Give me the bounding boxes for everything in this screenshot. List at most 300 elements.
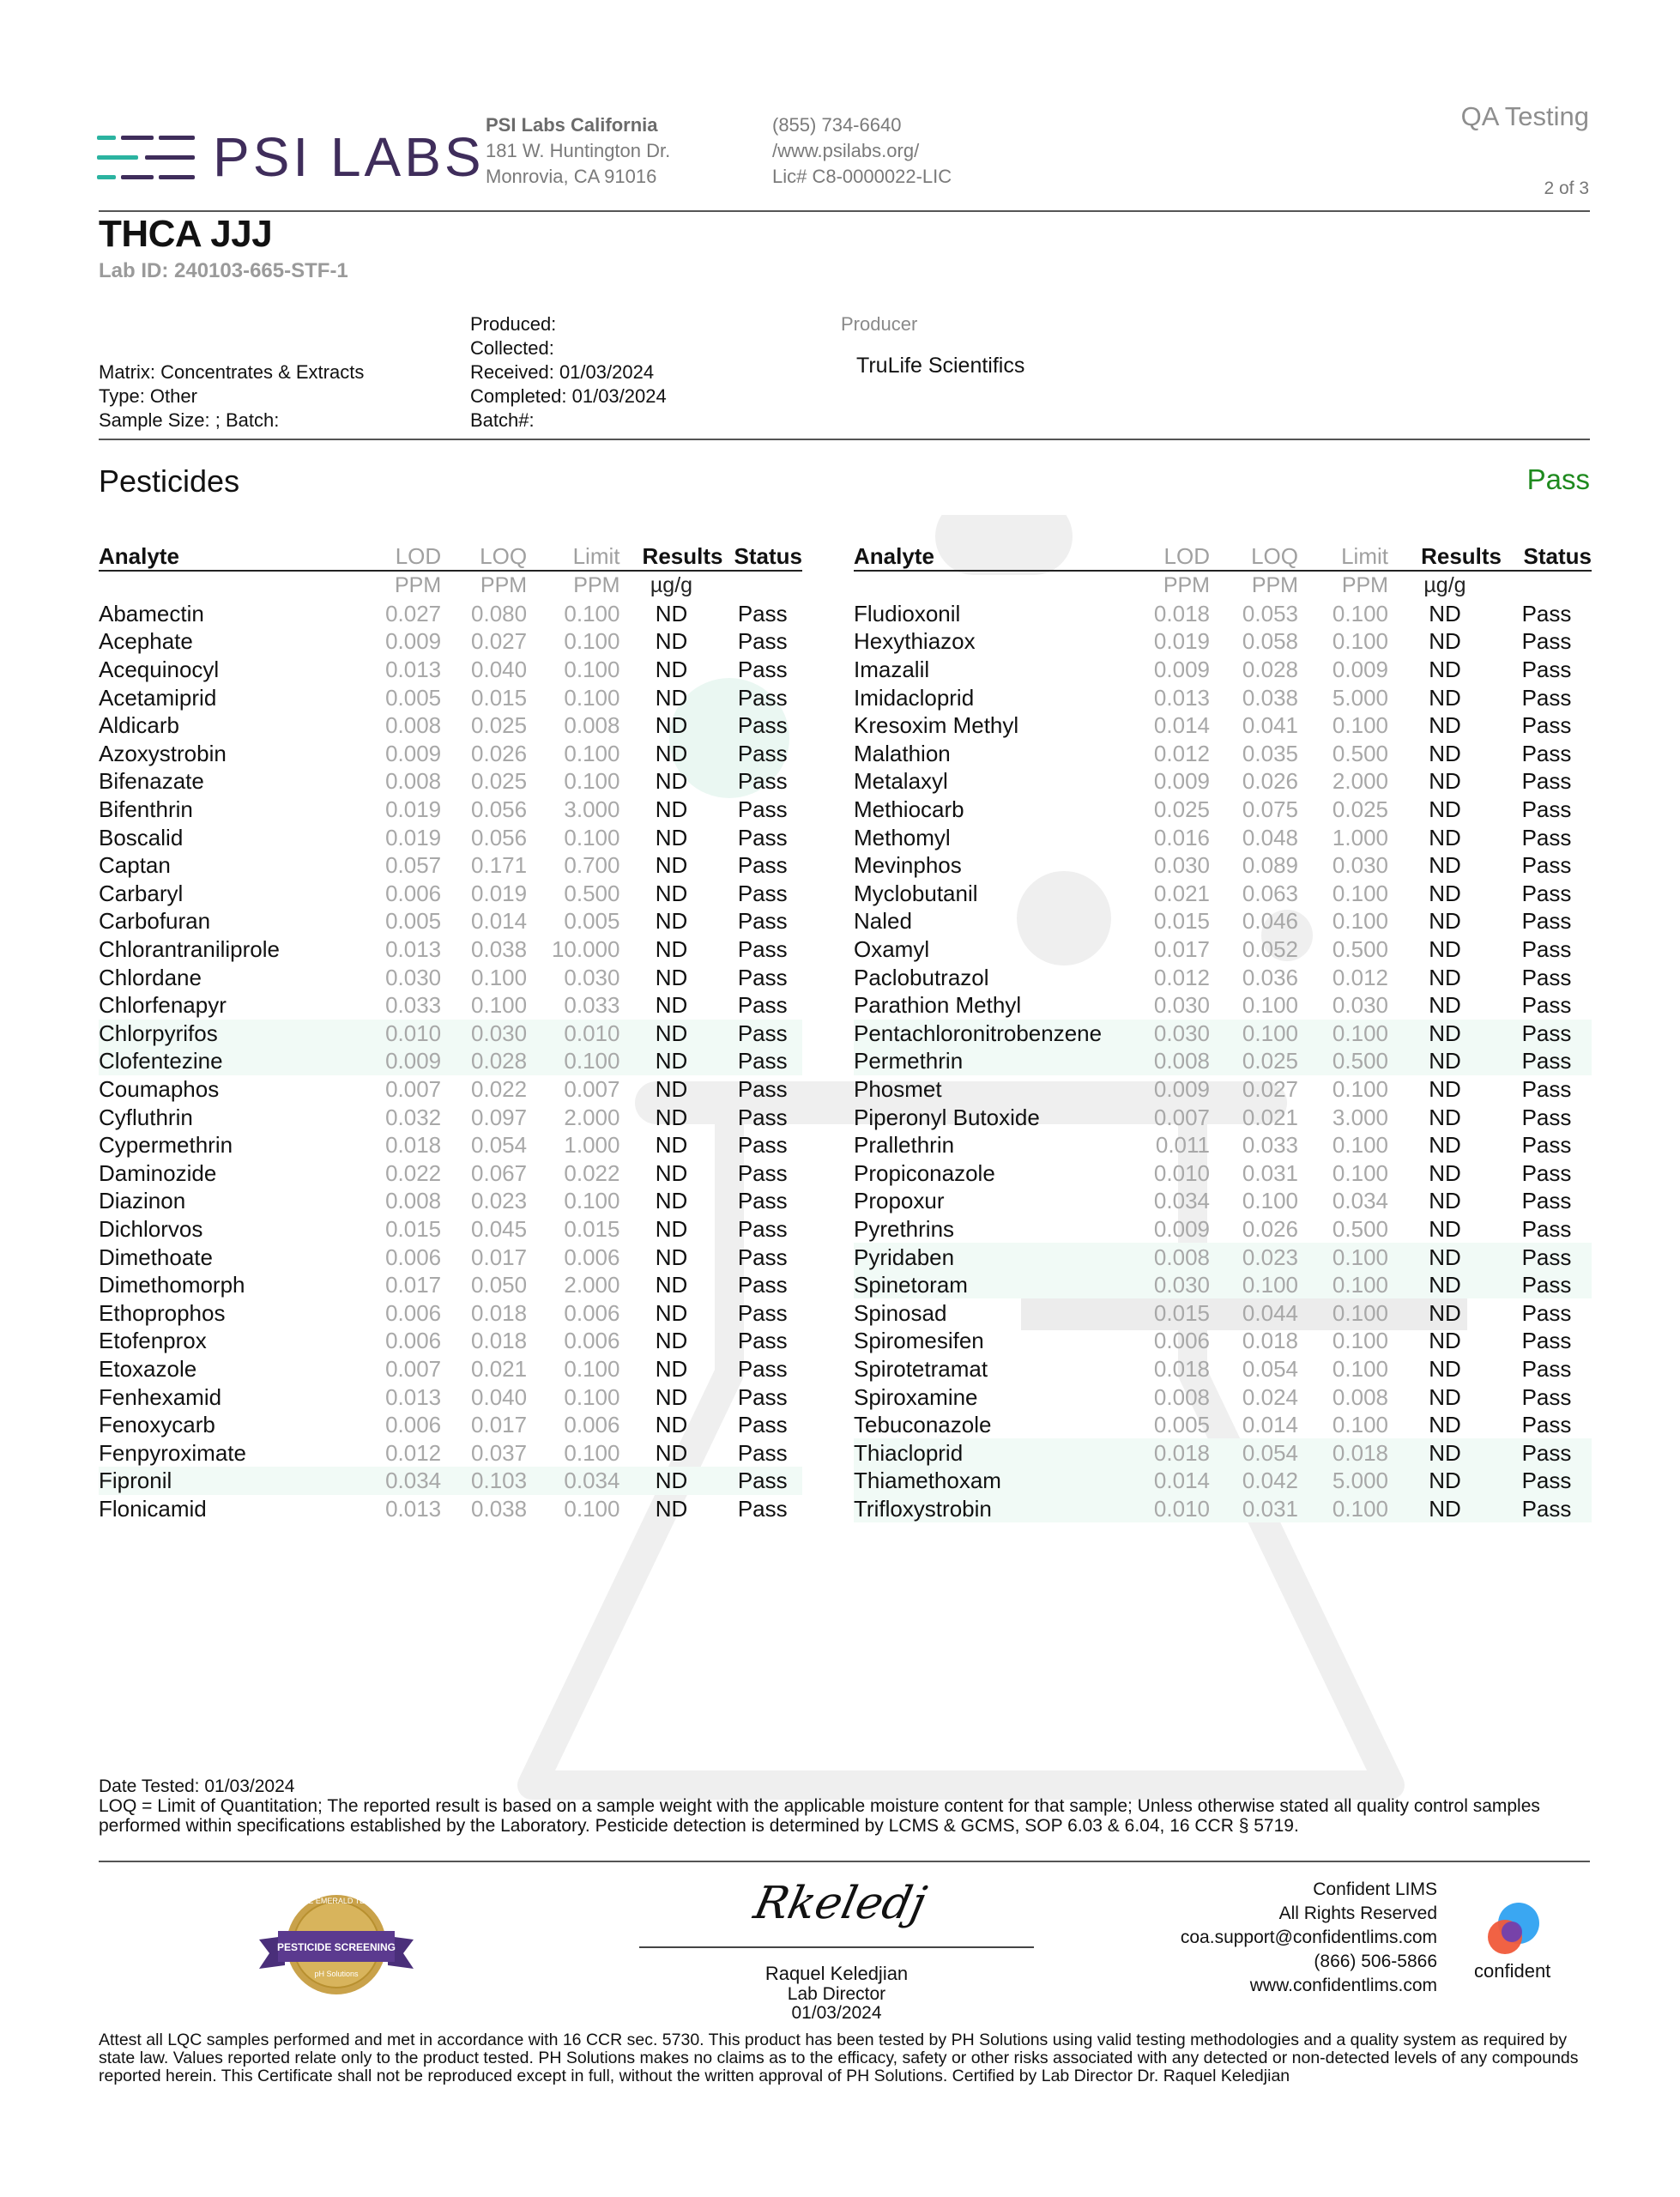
result-cell: ND [1429, 657, 1461, 683]
result-cell: ND [1429, 1132, 1461, 1159]
result-cell: ND [655, 1159, 688, 1186]
limit-cell: 0.100 [564, 1495, 620, 1522]
result-cell: ND [655, 657, 688, 683]
table-row [99, 1243, 802, 1271]
table-row [854, 823, 1592, 851]
badge-top-text: THE EMERALD TEST [298, 1897, 375, 1905]
pesticide-table-right [854, 542, 1592, 1522]
limit-cell: 0.100 [564, 740, 620, 766]
loq-cell: 0.089 [1242, 852, 1298, 879]
result-cell: ND [1429, 1075, 1461, 1102]
status-cell: Pass [1521, 992, 1572, 1019]
result-cell: ND [655, 1439, 688, 1466]
analyte-cell: Azoxystrobin [99, 740, 227, 766]
loq-cell: 0.035 [1242, 740, 1298, 766]
result-cell: ND [1388, 1271, 1502, 1299]
loq-cell: 0.037 [471, 1439, 528, 1466]
loq-cell: 0.017 [471, 1244, 528, 1270]
limit-cell: 0.009 [1332, 657, 1388, 683]
table-row [854, 627, 1592, 656]
result-cell: ND [655, 796, 688, 823]
status-cell: Pass [1521, 1104, 1572, 1130]
status-cell: Pass [1521, 1188, 1572, 1214]
lod-cell: 0.017 [385, 1272, 442, 1298]
lod-cell: 0.015 [385, 1215, 442, 1242]
result-cell: ND [1429, 1383, 1461, 1410]
analyte-cell: Bifenthrin [99, 796, 193, 823]
result-cell: ND [619, 1047, 722, 1075]
loq-cell: 0.036 [1242, 964, 1298, 990]
status-cell: Pass [737, 1244, 788, 1270]
collected-date: Collected: [470, 337, 554, 359]
table-row [854, 851, 1592, 880]
status-cell: Pass [1521, 852, 1572, 879]
lod-cell: 0.018 [1153, 600, 1210, 626]
loq-cell: 0.018 [1242, 1328, 1298, 1354]
loq-cell: 0.028 [441, 1047, 527, 1075]
limit-cell: 0.100 [1298, 1271, 1388, 1299]
lod-cell: 0.015 [1153, 1299, 1210, 1326]
limit-cell: 0.100 [1332, 1159, 1388, 1186]
table-row [99, 1298, 802, 1327]
lod-cell: 0.009 [1153, 1215, 1210, 1242]
limit-cell: 0.100 [1332, 600, 1388, 626]
emerald-test-badge-icon [251, 1886, 422, 1998]
limit-cell: 0.100 [1332, 880, 1388, 906]
table-row [99, 600, 802, 628]
limit-cell: 0.100 [1298, 1495, 1388, 1523]
status-cell: Pass [722, 1467, 802, 1495]
status-cell: Pass [737, 712, 788, 739]
table-row [854, 1495, 1592, 1523]
limit-cell: 0.100 [564, 600, 620, 626]
table-row [854, 1327, 1592, 1355]
result-cell: ND [655, 1244, 688, 1270]
result-cell: ND [1429, 712, 1461, 739]
status-cell: Pass [1521, 1328, 1572, 1354]
limit-cell: 3.000 [1332, 1104, 1388, 1130]
result-cell: ND [1429, 964, 1461, 990]
table-row [99, 1467, 802, 1495]
table-row [854, 1131, 1592, 1159]
loq-cell: 0.031 [1210, 1495, 1298, 1523]
result-cell: ND [655, 1075, 688, 1102]
analyte-cell: Clofentezine [99, 1047, 328, 1075]
lod-cell: 0.013 [385, 657, 442, 683]
loq-cell: 0.026 [471, 740, 528, 766]
status-cell: Pass [737, 1215, 788, 1242]
result-cell: ND [1429, 824, 1461, 850]
status-cell: Pass [1521, 908, 1572, 935]
limit-cell: 0.006 [564, 1328, 620, 1354]
lab-website[interactable]: /www.psilabs.org/ [772, 140, 920, 161]
lod-cell: 0.008 [1124, 1047, 1210, 1075]
analyte-cell: Trifloxystrobin [854, 1495, 1124, 1523]
loq-cell: 0.056 [471, 796, 528, 823]
status-cell: Pass [1521, 1075, 1572, 1102]
status-cell: Pass [737, 1412, 788, 1438]
col-results: Results [619, 542, 722, 571]
loq-cell: 0.100 [1210, 1020, 1298, 1048]
table-row [854, 880, 1592, 908]
status-cell: Pass [737, 1104, 788, 1130]
lims-rights: All Rights Reserved [1278, 1903, 1437, 1923]
limit-cell: 0.500 [1332, 1215, 1388, 1242]
lod-cell: 0.009 [1153, 1075, 1210, 1102]
table-row [99, 1047, 802, 1075]
result-cell: ND [655, 1328, 688, 1354]
lod-cell: 0.018 [1124, 1438, 1210, 1467]
analyte-cell: Methomyl [854, 824, 951, 850]
analyte-cell: Kresoxim Methyl [854, 712, 1019, 739]
result-cell: ND [619, 1467, 722, 1495]
lod-cell: 0.025 [1153, 796, 1210, 823]
lod-cell: 0.010 [1153, 1159, 1210, 1186]
result-cell: ND [655, 1188, 688, 1214]
loq-cell: 0.058 [1242, 628, 1298, 655]
result-cell: ND [1429, 1299, 1461, 1326]
batch-number: Batch#: [470, 409, 535, 431]
analyte-cell: Mevinphos [854, 852, 962, 879]
lod-cell: 0.007 [385, 1075, 442, 1102]
lod-cell: 0.030 [1153, 852, 1210, 879]
analyte-cell: Ethoprophos [99, 1299, 226, 1326]
status-cell: Pass [1521, 964, 1572, 990]
limit-cell: 0.100 [564, 657, 620, 683]
analyte-cell: Dimethoate [99, 1244, 213, 1270]
status-cell: Pass [737, 1132, 788, 1159]
loq-cell: 0.054 [1242, 1355, 1298, 1382]
limit-cell: 2.000 [564, 1104, 620, 1130]
table-row [854, 767, 1592, 796]
analyte-cell: Spiromesifen [854, 1328, 984, 1354]
analyte-cell: Tebuconazole [854, 1412, 992, 1438]
lod-cell: 0.030 [1124, 1271, 1210, 1299]
result-cell: ND [1429, 880, 1461, 906]
limit-cell: 0.018 [1298, 1438, 1388, 1467]
status-cell: Pass [737, 1439, 788, 1466]
limit-cell: 1.000 [1332, 824, 1388, 850]
loq-cell: 0.097 [471, 1104, 528, 1130]
producer-name: TruLife Scientifics [856, 354, 1025, 378]
table-row [854, 656, 1592, 684]
limit-cell: 0.100 [527, 1047, 619, 1075]
signer-title: Lab Director [787, 1984, 886, 2004]
loq-cell: 0.026 [1242, 1215, 1298, 1242]
table-row [854, 1075, 1592, 1104]
table-row [99, 1383, 802, 1411]
table-header-row [99, 542, 802, 571]
status-cell: Pass [1502, 1047, 1592, 1075]
analyte-cell: Imidacloprid [854, 684, 975, 711]
table-row [99, 1103, 802, 1131]
table-row [99, 907, 802, 935]
table-row [99, 963, 802, 991]
limit-cell: 0.100 [1332, 1075, 1388, 1102]
lod-cell: 0.014 [1153, 712, 1210, 739]
result-cell: ND [1429, 628, 1461, 655]
analyte-cell: Aldicarb [99, 712, 179, 739]
analyte-cell: Prallethrin [854, 1132, 955, 1159]
analyte-cell: Fenoxycarb [99, 1412, 215, 1438]
unit-limit: PPM [1341, 573, 1388, 598]
analyte-cell: Acetamiprid [99, 684, 217, 711]
limit-cell: 0.006 [564, 1412, 620, 1438]
table-row [99, 1495, 802, 1523]
table-row [99, 656, 802, 684]
table-row [854, 600, 1592, 628]
lod-cell: 0.013 [385, 1495, 442, 1522]
table-row [854, 1271, 1592, 1299]
status-cell: Pass [737, 936, 788, 963]
status-cell: Pass [737, 1299, 788, 1326]
loq-cell: 0.171 [471, 852, 528, 879]
status-cell: Pass [1502, 1271, 1592, 1299]
analyte-cell: Diazinon [99, 1188, 186, 1214]
status-cell: Pass [1521, 1132, 1572, 1159]
status-cell: Pass [737, 600, 788, 626]
lims-email[interactable]: coa.support@confidentlims.com [1180, 1928, 1437, 1947]
lod-cell: 0.010 [328, 1020, 441, 1048]
loq-cell: 0.054 [471, 1132, 528, 1159]
lod-cell: 0.009 [328, 1047, 441, 1075]
col-loq: LOQ [1210, 542, 1298, 571]
result-cell: ND [1388, 1243, 1502, 1271]
sample-info-block [99, 360, 364, 433]
result-cell: ND [655, 600, 688, 626]
limit-cell: 0.100 [564, 628, 620, 655]
limit-cell: 0.500 [1332, 936, 1388, 963]
analyte-cell: Cypermethrin [99, 1132, 233, 1159]
loq-cell: 0.100 [471, 964, 528, 990]
status-cell: Pass [737, 628, 788, 655]
table-row [854, 1438, 1592, 1467]
result-cell: ND [655, 964, 688, 990]
status-cell: Pass [737, 964, 788, 990]
loq-cell: 0.042 [1210, 1467, 1298, 1495]
status-cell: Pass [737, 684, 788, 711]
lod-cell: 0.009 [385, 740, 442, 766]
result-cell: ND [1388, 1495, 1502, 1523]
result-cell: ND [655, 1272, 688, 1298]
table-row [99, 1355, 802, 1383]
col-status: Status [1502, 542, 1592, 571]
analyte-cell: Chlorfenapyr [99, 992, 227, 1019]
analyte-cell: Propoxur [854, 1188, 945, 1214]
col-limit: Limit [527, 542, 619, 571]
limit-cell: 0.100 [1298, 1243, 1388, 1271]
result-cell: ND [655, 1495, 688, 1522]
lod-cell: 0.009 [385, 628, 442, 655]
completed-date: Completed: 01/03/2024 [470, 385, 667, 407]
loq-cell: 0.019 [471, 880, 528, 906]
limit-cell: 0.500 [1332, 740, 1388, 766]
brand-name [213, 126, 485, 188]
result-cell: ND [655, 1412, 688, 1438]
limit-cell: 0.100 [564, 1383, 620, 1410]
status-cell: Pass [737, 796, 788, 823]
lod-cell: 0.008 [1153, 1383, 1210, 1410]
result-cell: ND [1429, 1355, 1461, 1382]
status-cell: Pass [737, 852, 788, 879]
lod-cell: 0.030 [1153, 992, 1210, 1019]
analyte-cell: Phosmet [854, 1075, 942, 1102]
status-cell: Pass [737, 1495, 788, 1522]
table-row [99, 767, 802, 796]
loq-cell: 0.033 [1242, 1132, 1298, 1159]
limit-cell: 0.008 [1332, 1383, 1388, 1410]
limit-cell: 0.100 [1298, 1020, 1388, 1048]
sample-size: Sample Size: ; Batch: [99, 409, 280, 431]
lod-cell: 0.007 [1153, 1104, 1210, 1130]
status-cell: Pass [1521, 657, 1572, 683]
status-cell: Pass [1521, 768, 1572, 795]
status-cell: Pass [1502, 1495, 1592, 1523]
analyte-cell: Thiacloprid [854, 1438, 1124, 1467]
limit-cell: 0.015 [564, 1215, 620, 1242]
limit-cell: 0.100 [1332, 628, 1388, 655]
confident-logo-word: confident [1474, 1960, 1551, 1982]
limit-cell: 10.000 [551, 936, 620, 963]
analyte-cell: Dichlorvos [99, 1215, 203, 1242]
table-row [99, 683, 802, 711]
lod-cell: 0.016 [1153, 824, 1210, 850]
loq-cell: 0.038 [471, 936, 528, 963]
analyte-cell: Chlorantraniliprole [99, 936, 280, 963]
col-limit: Limit [1298, 542, 1388, 571]
analyte-cell: Etoxazole [99, 1355, 197, 1382]
analyte-cell: Methiocarb [854, 796, 964, 823]
status-cell: Pass [1521, 1299, 1572, 1326]
col-lod: LOD [328, 542, 441, 571]
lims-website[interactable]: www.confidentlims.com [1249, 1976, 1437, 1995]
limit-cell: 0.100 [1332, 1355, 1388, 1382]
limit-cell: 0.100 [1332, 712, 1388, 739]
analyte-cell: Spinosad [854, 1299, 947, 1326]
limit-cell: 0.006 [564, 1244, 620, 1270]
limit-cell: 0.008 [564, 712, 620, 739]
table-row [854, 1411, 1592, 1439]
received-date: Received: 01/03/2024 [470, 361, 655, 383]
lod-cell: 0.005 [385, 684, 442, 711]
loq-cell: 0.050 [471, 1272, 528, 1298]
loq-cell: 0.063 [1242, 880, 1298, 906]
loq-cell: 0.025 [471, 768, 528, 795]
status-cell: Pass [737, 1272, 788, 1298]
result-cell: ND [1388, 1047, 1502, 1075]
analyte-cell: Abamectin [99, 600, 204, 626]
status-cell: Pass [737, 1188, 788, 1214]
lod-cell: 0.013 [385, 1383, 442, 1410]
result-cell: ND [1388, 1020, 1502, 1048]
result-cell: ND [655, 880, 688, 906]
lod-cell: 0.013 [385, 936, 442, 963]
loq-cell: 0.038 [1242, 684, 1298, 711]
loq-cell: 0.048 [1242, 824, 1298, 850]
lod-cell: 0.032 [385, 1104, 442, 1130]
lod-cell: 0.014 [1124, 1467, 1210, 1495]
loq-cell: 0.100 [1242, 992, 1298, 1019]
limit-cell: 0.700 [564, 852, 620, 879]
analyte-cell: Naled [854, 908, 912, 935]
status-cell: Pass [737, 908, 788, 935]
brand-name-bold: PSI [213, 126, 312, 188]
analyte-cell: Spirotetramat [854, 1355, 988, 1382]
unit-loq: PPM [480, 573, 528, 598]
table-row [99, 1159, 802, 1187]
result-cell: ND [655, 824, 688, 850]
loq-cell: 0.025 [1210, 1047, 1298, 1075]
sample-type: Type: Other [99, 385, 197, 407]
limit-cell: 0.100 [564, 1355, 620, 1382]
lims-contact-block [1181, 1878, 1437, 1998]
table-row [854, 991, 1592, 1020]
limit-cell: 2.000 [564, 1272, 620, 1298]
lod-cell: 0.019 [385, 824, 442, 850]
lod-cell: 0.019 [385, 796, 442, 823]
lab-contact-block [772, 112, 952, 190]
lod-cell: 0.030 [385, 964, 442, 990]
table-row [99, 1438, 802, 1467]
analyte-cell: Coumaphos [99, 1075, 220, 1102]
lab-address-line1: 181 W. Huntington Dr. [486, 140, 671, 161]
analyte-cell: Parathion Methyl [854, 992, 1022, 1019]
status-cell: Pass [1521, 740, 1572, 766]
result-cell: ND [1429, 936, 1461, 963]
analyte-cell: Captan [99, 852, 171, 879]
limit-cell: 0.500 [1298, 1047, 1388, 1075]
loq-cell: 0.023 [471, 1188, 528, 1214]
result-cell: ND [1429, 600, 1461, 626]
lod-cell: 0.017 [1153, 936, 1210, 963]
analyte-cell: Chlordane [99, 964, 202, 990]
limit-cell: 5.000 [1332, 684, 1388, 711]
loq-cell: 0.024 [1242, 1383, 1298, 1410]
analyte-cell: Oxamyl [854, 936, 930, 963]
loq-cell: 0.027 [1242, 1075, 1298, 1102]
signer-name: Raquel Keledjian [764, 1963, 909, 1984]
result-cell: ND [619, 1020, 722, 1048]
lod-cell: 0.022 [385, 1159, 442, 1186]
table-row [854, 1243, 1592, 1271]
analyte-cell: Pyridaben [854, 1243, 1124, 1271]
lod-cell: 0.013 [1153, 684, 1210, 711]
result-cell: ND [1429, 1188, 1461, 1214]
status-cell: Pass [737, 824, 788, 850]
table-row [854, 1383, 1592, 1411]
lod-cell: 0.006 [385, 1244, 442, 1270]
analyte-cell: Malathion [854, 740, 951, 766]
lod-cell: 0.006 [1153, 1328, 1210, 1354]
limit-cell: 0.100 [1332, 1132, 1388, 1159]
lod-cell: 0.006 [385, 1328, 442, 1354]
table-row [99, 627, 802, 656]
limit-cell: 0.100 [564, 824, 620, 850]
units-row [99, 571, 802, 600]
section-status-badge: Pass [1526, 463, 1590, 495]
lod-cell: 0.008 [385, 1188, 442, 1214]
lod-cell: 0.005 [1153, 1412, 1210, 1438]
analyte-cell: Hexythiazox [854, 628, 976, 655]
loq-cell: 0.100 [471, 992, 528, 1019]
table-row [99, 1075, 802, 1104]
status-cell: Pass [737, 768, 788, 795]
limit-cell: 0.034 [527, 1467, 619, 1495]
analyte-cell: Permethrin [854, 1047, 1124, 1075]
result-cell: ND [655, 992, 688, 1019]
lod-cell: 0.021 [1153, 880, 1210, 906]
result-cell: ND [1388, 1467, 1502, 1495]
